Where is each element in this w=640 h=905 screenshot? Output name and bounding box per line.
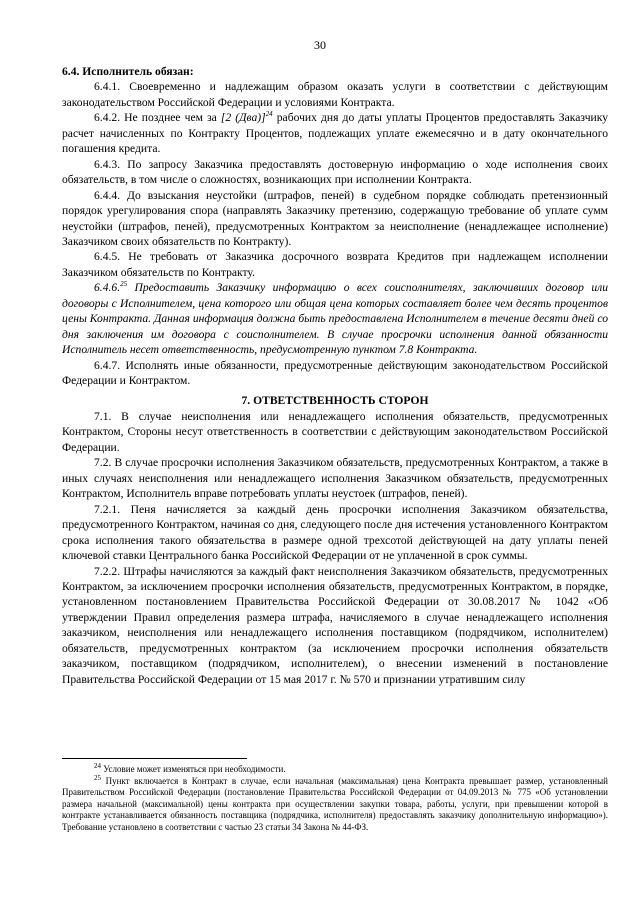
clause-6-4-2-lead: 6.4.2. Не позднее чем за xyxy=(94,111,221,125)
footnote-ref-25: 25 xyxy=(120,280,128,289)
clause-6-4-1: 6.4.1. Своевременно и надлежащим образом оказать услуги в соответствии с действующим законодательством Российской Федерации и условиями Контракта. xyxy=(62,80,608,109)
page-number: 30 xyxy=(314,38,326,52)
footnote-24-number: 24 xyxy=(94,762,101,770)
clause-6-4-5: 6.4.5. Не требовать от Заказчика досрочного возврата Кредитов при надлежащем исполнении Заказчиком обязательств по Контракту. xyxy=(62,250,608,279)
clause-6-4-2-term: [2 (Два)] xyxy=(220,111,266,125)
clause-7-2: 7.2. В случае просрочки исполнения Заказчиком обязательств, предусмотренных Контрактом, а также в иных случаях неисполнения или ненадлежащего исполнения Заказчиком обязательств, предусмотренных Контрактом, Исполнитель вправе потребовать уплаты неустоек (штрафов, пеней). xyxy=(62,456,608,501)
footnote-25-text: Пункт включается в Контракт в случае, если начальная (максимальная) цена Контракта превышает размер, установленный Правительством Российской Федерации (постановление Правительства Российской Федерации от 04.09.2013 № 775 «Об установлении размера начальной (максимальной) цены контракта при осуществлении закупки товара, работы, услуги, при превышении которой в контракте устанавливается обязанность поставщика (подрядчика, исполнителя) предоставлять заказчику дополнительную информацию»). Требование установлено в соответствии с частью 23 статьи 34 Закона № 44-ФЗ. xyxy=(62,775,608,832)
footnote-separator xyxy=(62,758,247,759)
footnote-ref-24: 24 xyxy=(265,110,273,119)
footnote-25 xyxy=(62,773,608,834)
footnote-24-text: Условие может изменяться при необходимости. xyxy=(101,764,286,774)
clause-6-4-6 xyxy=(62,280,608,357)
clause-6-4-6-text: Предоставить Заказчику информацию о всех соисполнителях, заключивших договор или договоры с Исполнителем, цена которого или общая цена которых составляет более чем десять процентов цены Контракта. Данная информация должна быть предоставлена Исполнителем в течение десяти дней со дня заключения им договора с соисполнителем. В случае просрочки исполнения данной обязанности Исполнитель несет ответственность, предусмотренную пунктом 7.8 Контракта. xyxy=(62,281,608,357)
clause-6-4-4: 6.4.4. До взыскания неустойки (штрафов, пеней) в судебном порядке соблюдать претензионный порядок урегулирования спора (направлять Заказчику претензию, содержащую требование об уплате сумм неустойки (штрафов, пеней), предусмотренных Контрактом за неисполнение (ненадлежащее исполнение) Заказчиком своих обязательств по Контракту). xyxy=(62,188,608,248)
footnotes xyxy=(62,764,608,834)
clause-7-1: 7.1. В случае неисполнения или ненадлежащего исполнения обязательств, предусмотренных Контрактом, Стороны несут ответственность в соответствии с действующим законодательством Российской Федерации. xyxy=(62,409,608,454)
clause-6-4-7: 6.4.7. Исполнять иные обязанности, предусмотренные действующим законодательством Российской Федерации и Контрактом. xyxy=(62,358,608,388)
footnote-24 xyxy=(62,764,608,776)
document-body xyxy=(62,64,608,687)
clause-6-4-2-rest: рабочих дня до даты уплаты Процентов предоставлять Заказчику расчет начисленных по Контракту Процентов, подлежащих уплате ежемесячно и в дату окончательного погашения кредита. xyxy=(62,111,608,156)
clause-6-4-3: 6.4.3. По запросу Заказчика предоставлять достоверную информацию о ходе исполнения своих обязательств, в том числе о сложностях, возникающих при исполнении Контракта. xyxy=(62,157,608,187)
section-6-4-heading: 6.4. Исполнитель обязан: xyxy=(62,65,194,78)
footnote-25-number: 25 xyxy=(94,773,101,782)
clause-7-2-1: 7.2.1. Пеня начисляется за каждый день просрочки исполнения Заказчиком обязательства, предусмотренного Контрактом, начиная со дня, следующего после дня истечения установленного Контрактом срока исполнения такого обязательства в размере одной трехсотой действующей на дату уплаты пеней ключевой ставки Центрального банка Российской Федерации от не уплаченной в срок суммы. xyxy=(62,502,608,563)
clause-6-4-6-number: 6.4.6. xyxy=(94,281,121,295)
clause-7-2-2: 7.2.2. Штрафы начисляются за каждый факт неисполнения Заказчиком обязательств, предусмотренных Контрактом, за исключением просрочки исполнения обязательств, предусмотренных Контрактом, в порядке, установленном постановлением Правительства Российской Федерации от 30.08.2017 № 1042 «Об утверждении Правил определения размера штрафа, начисляемого в случае ненадлежащего исполнения заказчиком, неисполнения или ненадлежащего исполнения поставщиком (подрядчиком, исполнителем) обязательств, предусмотренных контрактом (за исключением просрочки исполнения обязательств заказчиком, поставщиком (подрядчиком, исполнителем), о внесении изменений в постановление Правительства Российской Федерации от 15 мая 2017 г. № 570 и признании утратившим силу xyxy=(62,564,608,686)
clause-6-4-2 xyxy=(62,110,608,156)
section-7-heading: 7. ОТВЕТСТВЕННОСТЬ СТОРОН xyxy=(241,393,429,407)
